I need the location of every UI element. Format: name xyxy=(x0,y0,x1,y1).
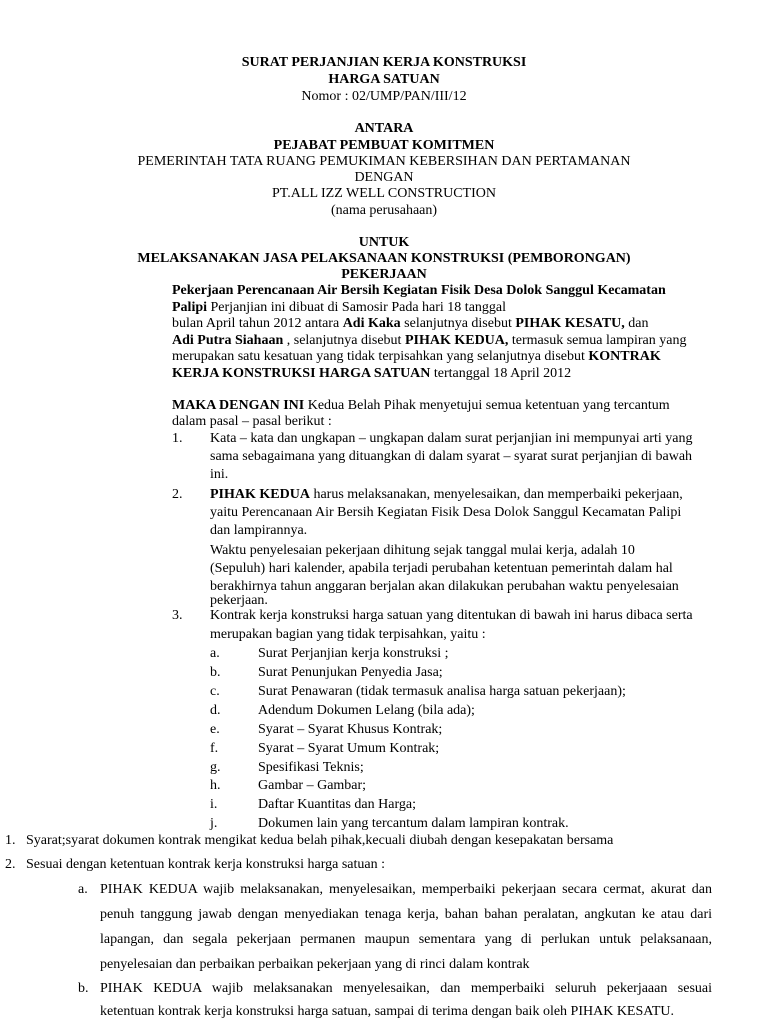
list-item: Syarat – Syarat Umum Kontrak; xyxy=(258,741,440,756)
list-item: Dokumen lain yang tercantum dalam lampiran kontrak. xyxy=(258,816,569,831)
item-2-line: yaitu Perencanaan Air Bersih Kegiatan Fisik Desa Dolok Sanggul Kecamatan Palipi xyxy=(210,505,682,520)
list-item: Syarat – Syarat Khusus Kontrak; xyxy=(258,722,443,737)
list-item: Daftar Kuantitas dan Harga; xyxy=(258,797,416,812)
pejabat-heading: PEJABAT PEMBUAT KOMITMEN xyxy=(273,138,495,153)
section2-b-line: ketentuan kontrak kerja konstruksi harga satuan, sampai di terima dengan baik oleh PIHAK KESATU. xyxy=(100,1004,674,1019)
item-3-number: 3. xyxy=(172,608,183,623)
item-2-number: 2. xyxy=(172,487,183,502)
list-item: Surat Penunjukan Penyedia Jasa; xyxy=(258,665,443,680)
document-title: SURAT PERJANJIAN KERJA KONSTRUKSI xyxy=(241,55,527,70)
untuk-heading: UNTUK xyxy=(358,235,410,250)
item-1-line: Kata – kata dan ungkapan – ungkapan dalam surat perjanjian ini mempunyai arti yang xyxy=(210,431,693,446)
list-item-label: a. xyxy=(210,646,220,661)
list-item: Adendum Dokumen Lelang (bila ada); xyxy=(258,703,475,718)
intro-line-4: Adi Putra Siahaan , selanjutnya disebut PIHAK KEDUA, termasuk semua lampiran yang xyxy=(172,333,687,348)
intro-line-6: KERJA KONSTRUKSI HARGA SATUAN tertanggal 18 April 2012 xyxy=(172,366,572,381)
section2-a-label: a. xyxy=(78,882,88,897)
section2-b-label: b. xyxy=(78,981,89,996)
item-2-line: berakhirnya tahun anggaran berjalan akan dilakukan perubahan waktu penyelesaian xyxy=(210,579,679,594)
list-item: Surat Perjanjian kerja konstruksi ; xyxy=(258,646,449,661)
section2-item-2: Sesuai dengan ketentuan kontrak kerja konstruksi harga satuan : xyxy=(26,857,385,872)
section2-item-1: Syarat;syarat dokumen kontrak mengikat kedua belah pihak,kecuali diubah dengan kesepakatan bersama xyxy=(26,833,614,848)
document-subtitle: HARGA SATUAN xyxy=(328,72,440,87)
document-number: Nomor : 02/UMP/PAN/III/12 xyxy=(301,89,467,104)
section2-b-line: PIHAK KEDUA wajib melaksanakan menyelesaikan, dan memperbaiki seluruh pekerjaaan sesuai xyxy=(100,981,712,996)
list-item-label: j. xyxy=(210,816,218,831)
maka-line-2: dalam pasal – pasal berikut : xyxy=(172,414,332,429)
item-2-line: PIHAK KEDUA harus melaksanakan, menyelesaikan, dan memperbaiki pekerjaan, xyxy=(210,487,683,502)
item-2-line: Waktu penyelesaian pekerjaan dihitung sejak tanggal mulai kerja, adalah 10 xyxy=(210,543,635,558)
list-item-label: d. xyxy=(210,703,221,718)
list-item-label: b. xyxy=(210,665,221,680)
melaksanakan-heading: MELAKSANAKAN JASA PELAKSANAAN KONSTRUKSI (PEMBORONGAN) xyxy=(137,251,631,266)
section2-item-1-number: 1. xyxy=(5,833,16,848)
list-item: Spesifikasi Teknis; xyxy=(258,760,364,775)
item-3-line: Kontrak kerja konstruksi harga satuan yang ditentukan di bawah ini harus dibaca serta xyxy=(210,608,693,623)
section2-a-line: penyelesaian dan perbaikan perbaikan pekerjaan yang di rinci dalam kontrak xyxy=(100,957,530,972)
item-1-line: sama sebagaimana yang dituangkan di dalam syarat – syarat surat perjanjian di bawah xyxy=(210,449,693,464)
intro-line-3: bulan April tahun 2012 antara Adi Kaka selanjutnya disebut PIHAK KESATU, dan xyxy=(172,316,649,331)
company-note: (nama perusahaan) xyxy=(330,203,438,218)
intro-line-1: Pekerjaan Perencanaan Air Bersih Kegiatan Fisik Desa Dolok Sanggul Kecamatan xyxy=(172,283,666,298)
item-1-number: 1. xyxy=(172,431,183,446)
list-item: Gambar – Gambar; xyxy=(258,778,367,793)
list-item-label: e. xyxy=(210,722,220,737)
list-item-label: c. xyxy=(210,684,220,699)
list-item-label: g. xyxy=(210,760,221,775)
section2-a-line: penuh tanggung jawab dengan menyediakan tenaga kerja, bahan bahan peralatan, angkutan ke atau dari xyxy=(100,907,712,922)
list-item: Surat Penawaran (tidak termasuk analisa harga satuan pekerjaan); xyxy=(258,684,626,699)
intro-line-2: Palipi Perjanjian ini dibuat di Samosir Pada hari 18 tanggal xyxy=(172,300,507,315)
item-1-line: ini. xyxy=(210,467,229,482)
antara-heading: ANTARA xyxy=(354,121,414,136)
item-2-line: (Sepuluh) hari kalender, apabila terjadi perubahan ketentuan pemerintah dalam hal xyxy=(210,561,673,576)
intro-line-5: merupakan satu kesatuan yang tidak terpisahkan yang selanjutnya disebut KONTRAK xyxy=(172,349,661,364)
section2-item-2-number: 2. xyxy=(5,857,16,872)
maka-line-1: MAKA DENGAN INI Kedua Belah Pihak menyetujui semua ketentuan yang tercantum xyxy=(172,398,670,413)
list-item-label: i. xyxy=(210,797,218,812)
section2-a-line: PIHAK KEDUA wajib melaksanakan, menyelesaikan, memperbaiki pekerjaan secara cermat, akurat dan xyxy=(100,882,712,897)
pemerintah-line: PEMERINTAH TATA RUANG PEMUKIMAN KEBERSIHAN DAN PERTAMANAN xyxy=(137,154,631,169)
item-2-line: pekerjaan. xyxy=(210,593,268,608)
section2-a-line: lapangan, dan segala pekerjaan permanen maupun sementara yang di perlukan untuk pelaksanaan, xyxy=(100,932,712,947)
pekerjaan-heading: PEKERJAAN xyxy=(341,267,427,282)
company-name: PT.ALL IZZ WELL CONSTRUCTION xyxy=(272,186,496,201)
item-2-line: dan lampirannya. xyxy=(210,523,308,538)
item-3-line: merupakan bagian yang tidak terpisahkan, yaitu : xyxy=(210,627,486,642)
list-item-label: f. xyxy=(210,741,219,756)
dengan-line: DENGAN xyxy=(354,170,414,185)
list-item-label: h. xyxy=(210,778,221,793)
